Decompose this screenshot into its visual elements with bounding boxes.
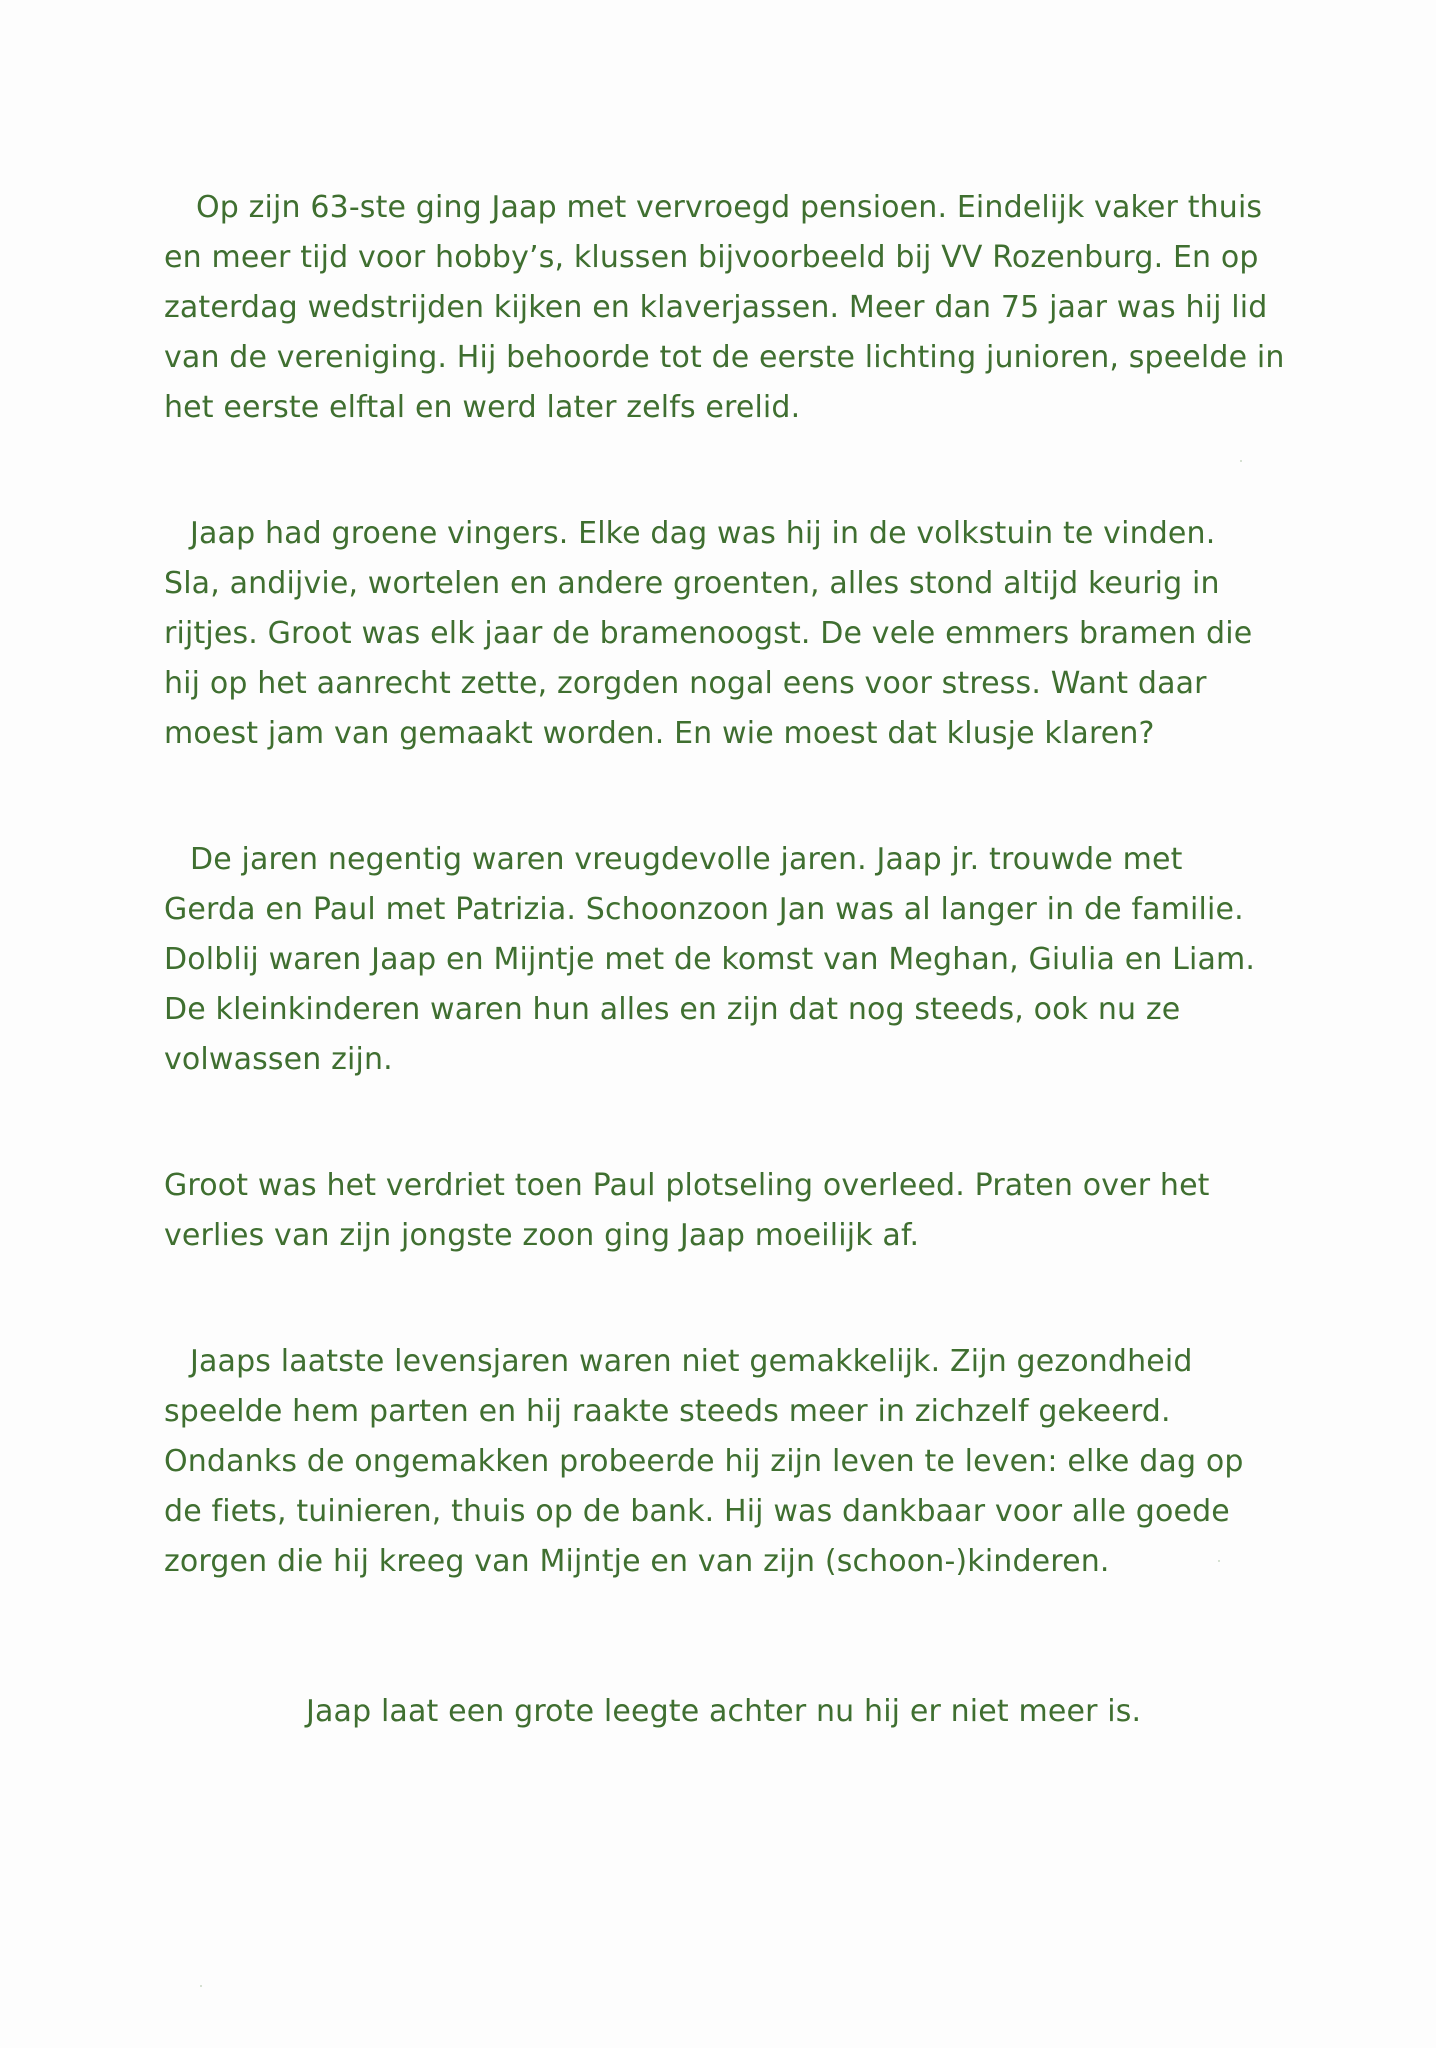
text-line: Sla, andijvie, wortelen en andere groenten, alles stond altijd keurig in	[164, 566, 1220, 601]
text-line: Ondanks de ongemakken probeerde hij zijn leven te leven: elke dag op	[164, 1444, 1244, 1479]
text-line: De jaren negentig waren vreugdevolle jaren. Jaap jr. trouwde met	[190, 842, 1183, 877]
scan-speck	[200, 1985, 202, 1987]
closing-line: Jaap laat een grote leegte achter nu hij er niet meer is.	[306, 1694, 1142, 1729]
text-line: Jaap had groene vingers. Elke dag was hij in de volkstuin te vinden.	[190, 516, 1216, 551]
text-line: De kleinkinderen waren hun alles en zijn dat nog steeds, ook nu ze	[164, 992, 1181, 1027]
text-line: Op zijn 63-ste ging Jaap met vervroegd pensioen. Eindelijk vaker thuis	[196, 190, 1263, 225]
text-line: rijtjes. Groot was elk jaar de bramenoogst. De vele emmers bramen die	[164, 616, 1253, 651]
text-line: speelde hem parten en hij raakte steeds meer in zichzelf gekeerd.	[164, 1394, 1171, 1429]
text-line: en meer tijd voor hobby’s, klussen bijvoorbeeld bij VV Rozenburg. En op	[164, 240, 1259, 275]
text-line: het eerste elftal en werd later zelfs erelid.	[164, 390, 801, 425]
text-line: Groot was het verdriet toen Paul plotseling overleed. Praten over het	[164, 1168, 1210, 1203]
text-line: zaterdag wedstrijden kijken en klaverjassen. Meer dan 75 jaar was hij lid	[164, 290, 1268, 325]
text-line: moest jam van gemaakt worden. En wie moest dat klusje klaren?	[164, 716, 1155, 751]
text-line: hij op het aanrecht zette, zorgden nogal eens voor stress. Want daar	[164, 666, 1207, 701]
scan-speck	[1218, 1560, 1220, 1562]
scan-speck	[1240, 460, 1242, 462]
text-line: verlies van zijn jongste zoon ging Jaap moeilijk af.	[164, 1218, 920, 1253]
text-line: de fiets, tuinieren, thuis op de bank. Hij was dankbaar voor alle goede	[164, 1494, 1230, 1529]
text-line: volwassen zijn.	[164, 1042, 393, 1077]
text-line: Dolblij waren Jaap en Mijntje met de komst van Meghan, Giulia en Liam.	[164, 942, 1256, 977]
text-line: van de vereniging. Hij behoorde tot de eerste lichting junioren, speelde in	[164, 340, 1285, 375]
text-line: zorgen die hij kreeg van Mijntje en van zijn (schoon-)kinderen.	[164, 1544, 1110, 1579]
text-line: Jaaps laatste levensjaren waren niet gemakkelijk. Zijn gezondheid	[190, 1344, 1193, 1379]
text-line: Gerda en Paul met Patrizia. Schoonzoon Jan was al langer in de familie.	[164, 892, 1244, 927]
